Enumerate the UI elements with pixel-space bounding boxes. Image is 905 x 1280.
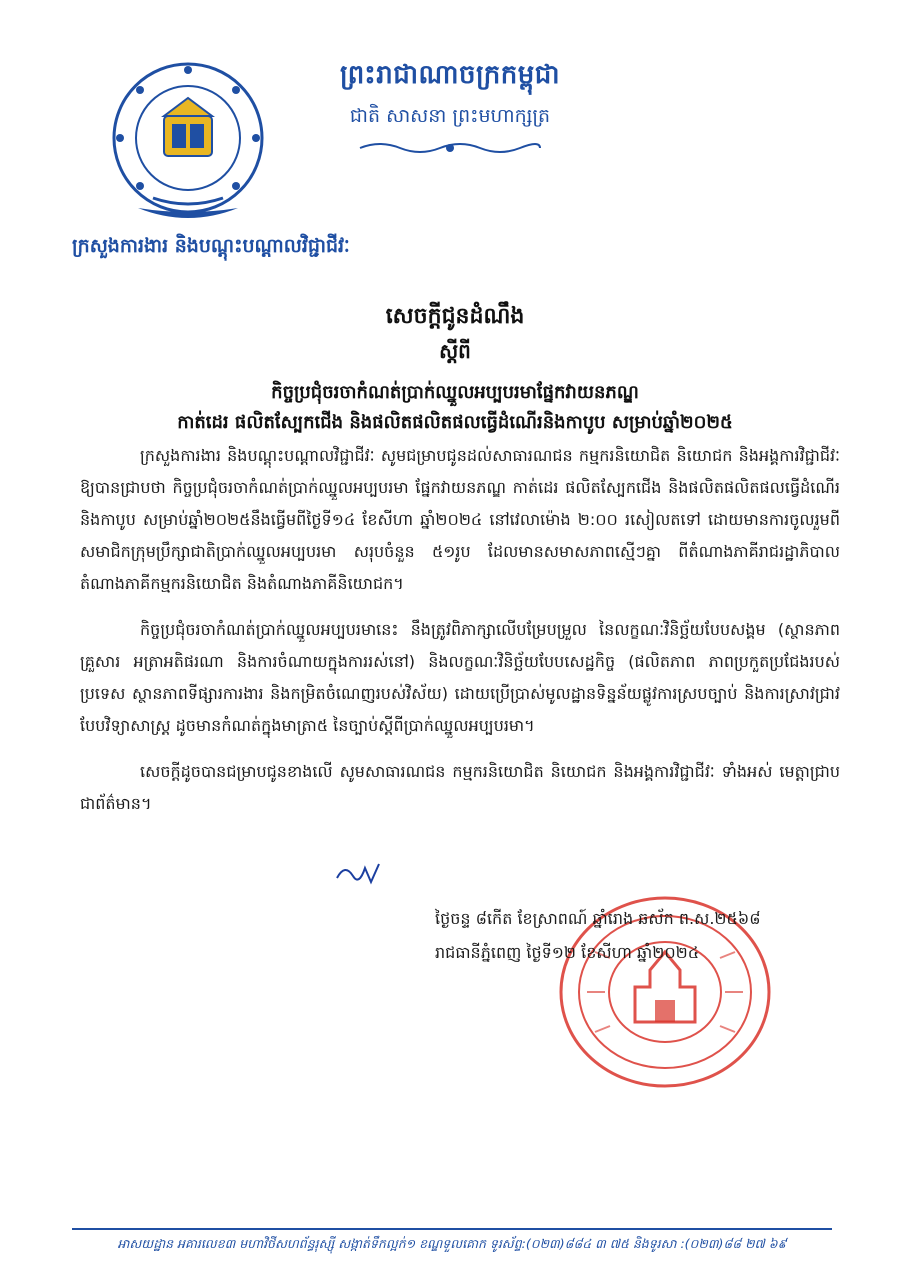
kingdom-header	[320, 58, 580, 156]
ministry-logo	[108, 58, 268, 228]
footer-divider	[72, 1228, 832, 1230]
handwritten-initials	[335, 858, 385, 888]
date-block	[435, 902, 855, 970]
ornament-divider	[350, 140, 550, 156]
body-paragraph-3: សេចក្តីដូចបានជម្រាបជូនខាងលើ សូមសាធារណជន កម្មករនិយោជិត និយោជក និងអង្គការវិជ្ជាជីវៈ ទាំងអស់ មេត្តាជ្រាបជាព័ត៌មាន។	[80, 762, 840, 813]
body-paragraph-2: កិច្ចប្រជុំចរចាកំណត់ប្រាក់ឈ្នួលអប្បបរមានេះ នឹងត្រូវពិភាក្សាលើបម្រែបម្រួល នៃលក្ខណៈវិនិច្ឆ័យបែបសង្គម (ស្ថានភាពគ្រួសារ អត្រាអតិផរណា និងការចំណាយក្នុងការរស់នៅ) និងលក្ខណៈវិនិច្ឆ័យបែបសេដ្ឋកិច្ច (ផលិតភាព ភាពប្រកួតប្រជែងរបស់ប្រទេស ស្ថានភាពទីផ្សារការងារ និងកម្រិតចំណេញរបស់វិស័យ) ដោយប្រើប្រាស់មូលដ្ឋានទិន្នន័យផ្លូវការស្របច្បាប់ និងការស្រាវជ្រាវបែបវិទ្យាសាស្ត្រ ដូចមានកំណត់ក្នុងមាត្រា៥ នៃច្បាប់ស្តីពីប្រាក់ឈ្នួលអប្បបរមា។	[80, 620, 840, 735]
kingdom-name: ព្រះរាជាណាចក្រកម្ពុជា	[340, 60, 560, 90]
notice-body	[80, 440, 840, 834]
ministry-name: ក្រសួងការងារ និងបណ្តុះបណ្តាលវិជ្ជាជីវៈ	[72, 235, 350, 257]
notice-subject-line1: កិច្ចប្រជុំចរចាកំណត់ប្រាក់ឈ្នួលអប្បបរមាផ្នែកវាយនភណ្ឌ	[271, 382, 639, 403]
notice-title-block	[60, 302, 850, 438]
body-paragraph-1: ក្រសួងការងារ និងបណ្តុះបណ្តាលវិជ្ជាជីវៈ សូមជម្រាបជូនដល់សាធារណជន កម្មករនិយោជិត និយោជក និងអង្គការវិជ្ជាជីវៈ ឱ្យបានជ្រាបថា កិច្ចប្រជុំចរចាកំណត់ប្រាក់ឈ្នួលអប្បបរមា ផ្នែកវាយនភណ្ឌ កាត់ដេរ ផលិតស្បែកជើង និងផលិតផលិតផលធ្វើដំណើរនិងកាបូប សម្រាប់ឆ្នាំ២០២៥នឹងធ្វើមពីថ្ងៃទី១៤ ខែសីហា ឆ្នាំ២០២៤ នៅវេលាម៉ោង ២:០០ រសៀលតទៅ ដោយមានការចូលរួមពីសមាជិកក្រុមប្រឹក្សាជាតិប្រាក់ឈ្នួលអប្បបរមា សរុបចំនួន ៥១រូប ដែលមានសមាសភាពស្មើៗគ្នា ពីតំណាងភាគីរាជរដ្ឋាភិបាល តំណាងភាគីកម្មករនិយោជិត និងតំណាងភាគីនិយោជក។	[80, 446, 840, 593]
notice-subject-label: ស្តីពី	[439, 339, 471, 363]
notice-subject-line2: កាត់ដេរ ផលិតស្បែកជើង និងផលិតផលិតផលធ្វើដំណើរនិងកាបូប សម្រាប់ឆ្នាំ២០២៥	[177, 412, 733, 433]
national-motto: ជាតិ សាសនា ព្រះមហាក្សត្រ	[349, 105, 551, 127]
solar-date: រាជធានីភ្នំពេញ ថ្ងៃទី១២ ខែសីហា ឆ្នាំ២០២៤	[435, 943, 700, 962]
footer-address: អាសយដ្ឋាន អគារលេខ៣ មហាវិថីសហព័ន្ធរុស្ស៊ី សង្កាត់ទឹកល្អក់១ ខណ្ឌទួលគោក ទូរស័ព្ទ:(០២៣)៨៨៤ ៣ ៧៥ និងទូរសា :(០២៣)៨៨ ២៧ ៦៩	[117, 1236, 787, 1251]
notice-title: សេចក្តីជូនដំណឹង	[385, 304, 525, 329]
lunar-date: ថ្ងៃចន្ទ ៨កើត ខែស្រាពណ៍ ឆ្នាំរោង ឆស័ក ព.ស.២៥៦៨	[435, 909, 761, 928]
